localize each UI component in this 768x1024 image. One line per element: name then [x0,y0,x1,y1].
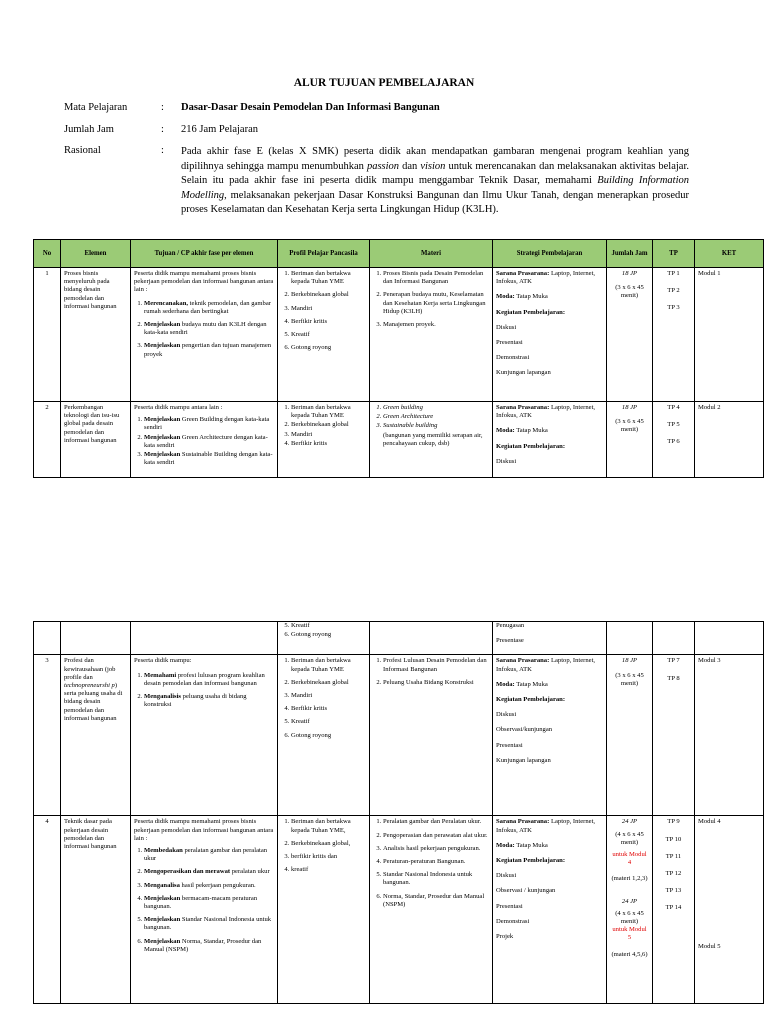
jumlah-jam-cell: 24 JP (4 x 6 x 45 menit) untuk Modul 4 (materi 1,2,3) 24 JP (4 x 6 x 45 menit) untuk Modul 5 (materi 4,5,6) [607,816,653,1004]
tp-cell: TP 7 TP 8 [653,655,695,816]
profil-cell: 1. Beriman dan bertakwa kepada Tuhan YME, 2. Berkebinekaan global, 3. berfikir kritis dan 4. kreatif [278,816,370,1004]
header-elemen: Elemen [61,240,131,268]
table-row [34,655,764,816]
row-number: 4 [34,816,61,1004]
tujuan-cell: Peserta didik mampu memahami proses bisnis pekerjaan pemodelan dan informasi bangunan antara lain : 1. Membedakan peralatan gambar dan peralatan ukur 2. Mengoperasikan dan merawat peralatan ukur 3. Menganalisa hasil pekerjaan pengukuran. 4. Menjelaskan bermacam-macam peraturan bangunan. 5. Menjelaskan Standar Nasional Indonesia untuk bangunan. 6. Menjelaskan Norma, Standar, Prosedur dan Manual (NSPM) [131,816,278,1004]
rasional-label: Rasional [64,145,101,156]
elemen-cell: Perkembangan teknologi dan isu-isu global pada desain pemodelan dan informasi bangunan [61,402,131,478]
profil-cell: 5. Kreatif 6. Gotong royong [278,622,370,655]
jumlah-jam-cell: 18 JP (3 x 6 x 45 menit) [607,655,653,816]
row-number: 2 [34,402,61,478]
table-header-row [34,240,764,268]
materi-cell: 1. Proses Bisnis pada Desain Pemodelan dan Informasi Bangunan 2. Penerapan budaya mutu, Keselamatan dan Kesehatan Kerja serta Lingkungan Hidup (K3LH) 3. Manajemen proyek. [370,268,493,402]
document-title: ALUR TUJUAN PEMBELAJARAN [293,77,475,89]
ket-cell: Modul 1 [695,268,764,402]
tp-cell: TP 1 TP 2 TP 3 [653,268,695,402]
materi-cell: 1. Profesi Lulusan Desain Pemodelan dan Informasi Bangunan 2. Peluang Usaha Bidang Konstruksi [370,655,493,816]
header-no: No [34,240,61,268]
strategi-cell: Sarana Prasarana: Laptop, Internet, Infokus, ATK Moda: Tatap Muka Kegiatan Pembelajaran: Diskusi [493,402,607,478]
header-materi: Materi [370,240,493,268]
elemen-cell: Proses bisnis menyeluruh pada bidang desain pemodelan dan informasi bangunan [61,268,131,402]
colon: : [161,124,164,135]
table-row [34,622,764,655]
jumlah-jam-value: 216 Jam Pelajaran [181,124,258,135]
profil-cell: 1. Beriman dan bertakwa kepada Tuhan YME 2. Berkebinekaan global 3. Mandiri 4. Berfikir kritis [278,402,370,478]
row-number: 1 [34,268,61,402]
strategi-cell: Penugasan Presentase [493,622,607,655]
ket-cell: Modul 4 Modul 5 [695,816,764,1004]
tp-cell: TP 4 TP 5 TP 6 [653,402,695,478]
header-strategi: Strategi Pembelajaran [493,240,607,268]
header-tp: TP [653,240,695,268]
ket-cell: Modul 3 [695,655,764,816]
rasional-text: Pada akhir fase E (kelas X SMK) peserta didik akan mendapatkan gambaran mengenai program keahlian yang dipilihnya sehingga mampu menumbuhkan passion dan vision untuk merencanakan dan melaksanakan aktivitas belajar. Selain itu pada akhir fase ini peserta didik mampu menggambar Teknik Dasar, memahami Building Information Modelling, melaksanakan pekerjaan Dasar Konstruksi Bangunan dan Ilmu Ukur Tanah, dengan menerapkan prosedur proses Keselamatan dan Kesehatan Kerja serta Lingkungan Hidup (K3LH). [181,146,689,216]
materi-cell: 1. Peralatan gambar dan Peralatan ukur. 2. Pengoperasian dan perawatan alat ukur. 3. Analisis hasil pekerjaan pengukuran. 4. Peraturan-peraturan Bangunan. 5. Standar Nasional Indonesia untuk bangunan. 6. Norma, Standar, Prosedur dan Manual (NSPM) [370,816,493,1004]
tujuan-cell: Peserta didik mampu memahami proses bisnis pekerjaan pemodelan dan informasi bangunan antara lain : 1. Merencanakan, teknik pemodelan, dan gambar rumah sederhana dan bertingkat 2. Menjelaskan budaya mutu dan K3LH dengan kata-kata sendiri 3. Menjelaskan pengertian dan tujuan manajemen proyek [131,268,278,402]
learning-flow-table-page-2 [33,621,764,1004]
mata-pelajaran-label: Mata Pelajaran [64,102,128,113]
header-ket: KET [695,240,764,268]
row-number: 3 [34,655,61,816]
jumlah-jam-label: Jumlah Jam [64,124,114,135]
learning-flow-table-page-1 [33,239,764,478]
strategi-cell: Sarana Prasarana: Laptop, Internet, Infokus, ATK Moda: Tatap Muka Kegiatan Pembelajaran: Diskusi Observasi/kunjungan Presentasi Kunjungan lapangan [493,655,607,816]
tujuan-cell: Peserta didik mampu antara lain : 1. Menjelaskan Green Building dengan kata-kata sendiri 2. Menjelaskan Green Architecture dengan kata-kata sendiri 3. Menjelaskan Sustainable Building dengan kata-kata sendiri [131,402,278,478]
elemen-cell: Teknik dasar pada pekerjaan desain pemodelan dan informasi bangunan [61,816,131,1004]
tujuan-cell: Peserta didik mampu: 1. Memahami profesi lulusan program keahlian desain pemodelan dan informasi bangunan 2. Menganalisis peluang usaha di bidang konstruksi [131,655,278,816]
table-row [34,268,764,402]
profil-cell: 1. Beriman dan bertakwa kepada Tuhan YME 2. Berkebinekaan global 3. Mandiri 4. Berfikir kritis 5. Kreatif 6. Gotong royong [278,655,370,816]
colon: : [161,102,164,113]
header-jumlah-jam: Jumlah Jam [607,240,653,268]
jumlah-jam-cell: 18 JP (3 x 6 x 45 menit) [607,402,653,478]
strategi-cell: Sarana Prasarana: Laptop, Internet, Infokus, ATK Moda: Tatap Muka Kegiatan Pembelajaran: Diskusi Observasi / kunjungan Presentasi Demonstrasi Projek [493,816,607,1004]
materi-cell: 1. Green building 2. Green Architecture 3. Sustainable building (bangunan yang memiliki serapan air, pencahayaan cukup, dsb) [370,402,493,478]
tp-cell: TP 9 TP 10 TP 11 TP 12 TP 13 TP 14 [653,816,695,1004]
elemen-cell: Profesi dan kewirausahaan (job profile dan technopreneurshi p) serta peluang usaha di bidang desain pemodelan dan informasi bangunan [61,655,131,816]
header-profil: Profil Pelajar Pancasila [278,240,370,268]
mata-pelajaran-value: Dasar-Dasar Desain Pemodelan Dan Informasi Bangunan [181,102,440,113]
ket-cell: Modul 2 [695,402,764,478]
colon: : [161,145,164,156]
table-row [34,402,764,478]
jumlah-jam-cell: 18 JP (3 x 6 x 45 menit) [607,268,653,402]
profil-cell: 1. Beriman dan bertakwa kepada Tuhan YME 2. Berkebinekaan global 3. Mandiri 4. Berfikir kritis 5. Kreatif 6. Gotong royong [278,268,370,402]
strategi-cell: Sarana Prasarana: Laptop, Internet, Infokus, ATK Moda: Tatap Muka Kegiatan Pembelajaran: Diskusi Presentasi Demonstrasi Kunjungan lapangan [493,268,607,402]
header-tujuan: Tujuan / CP akhir fase per elemen [131,240,278,268]
table-row [34,816,764,1004]
